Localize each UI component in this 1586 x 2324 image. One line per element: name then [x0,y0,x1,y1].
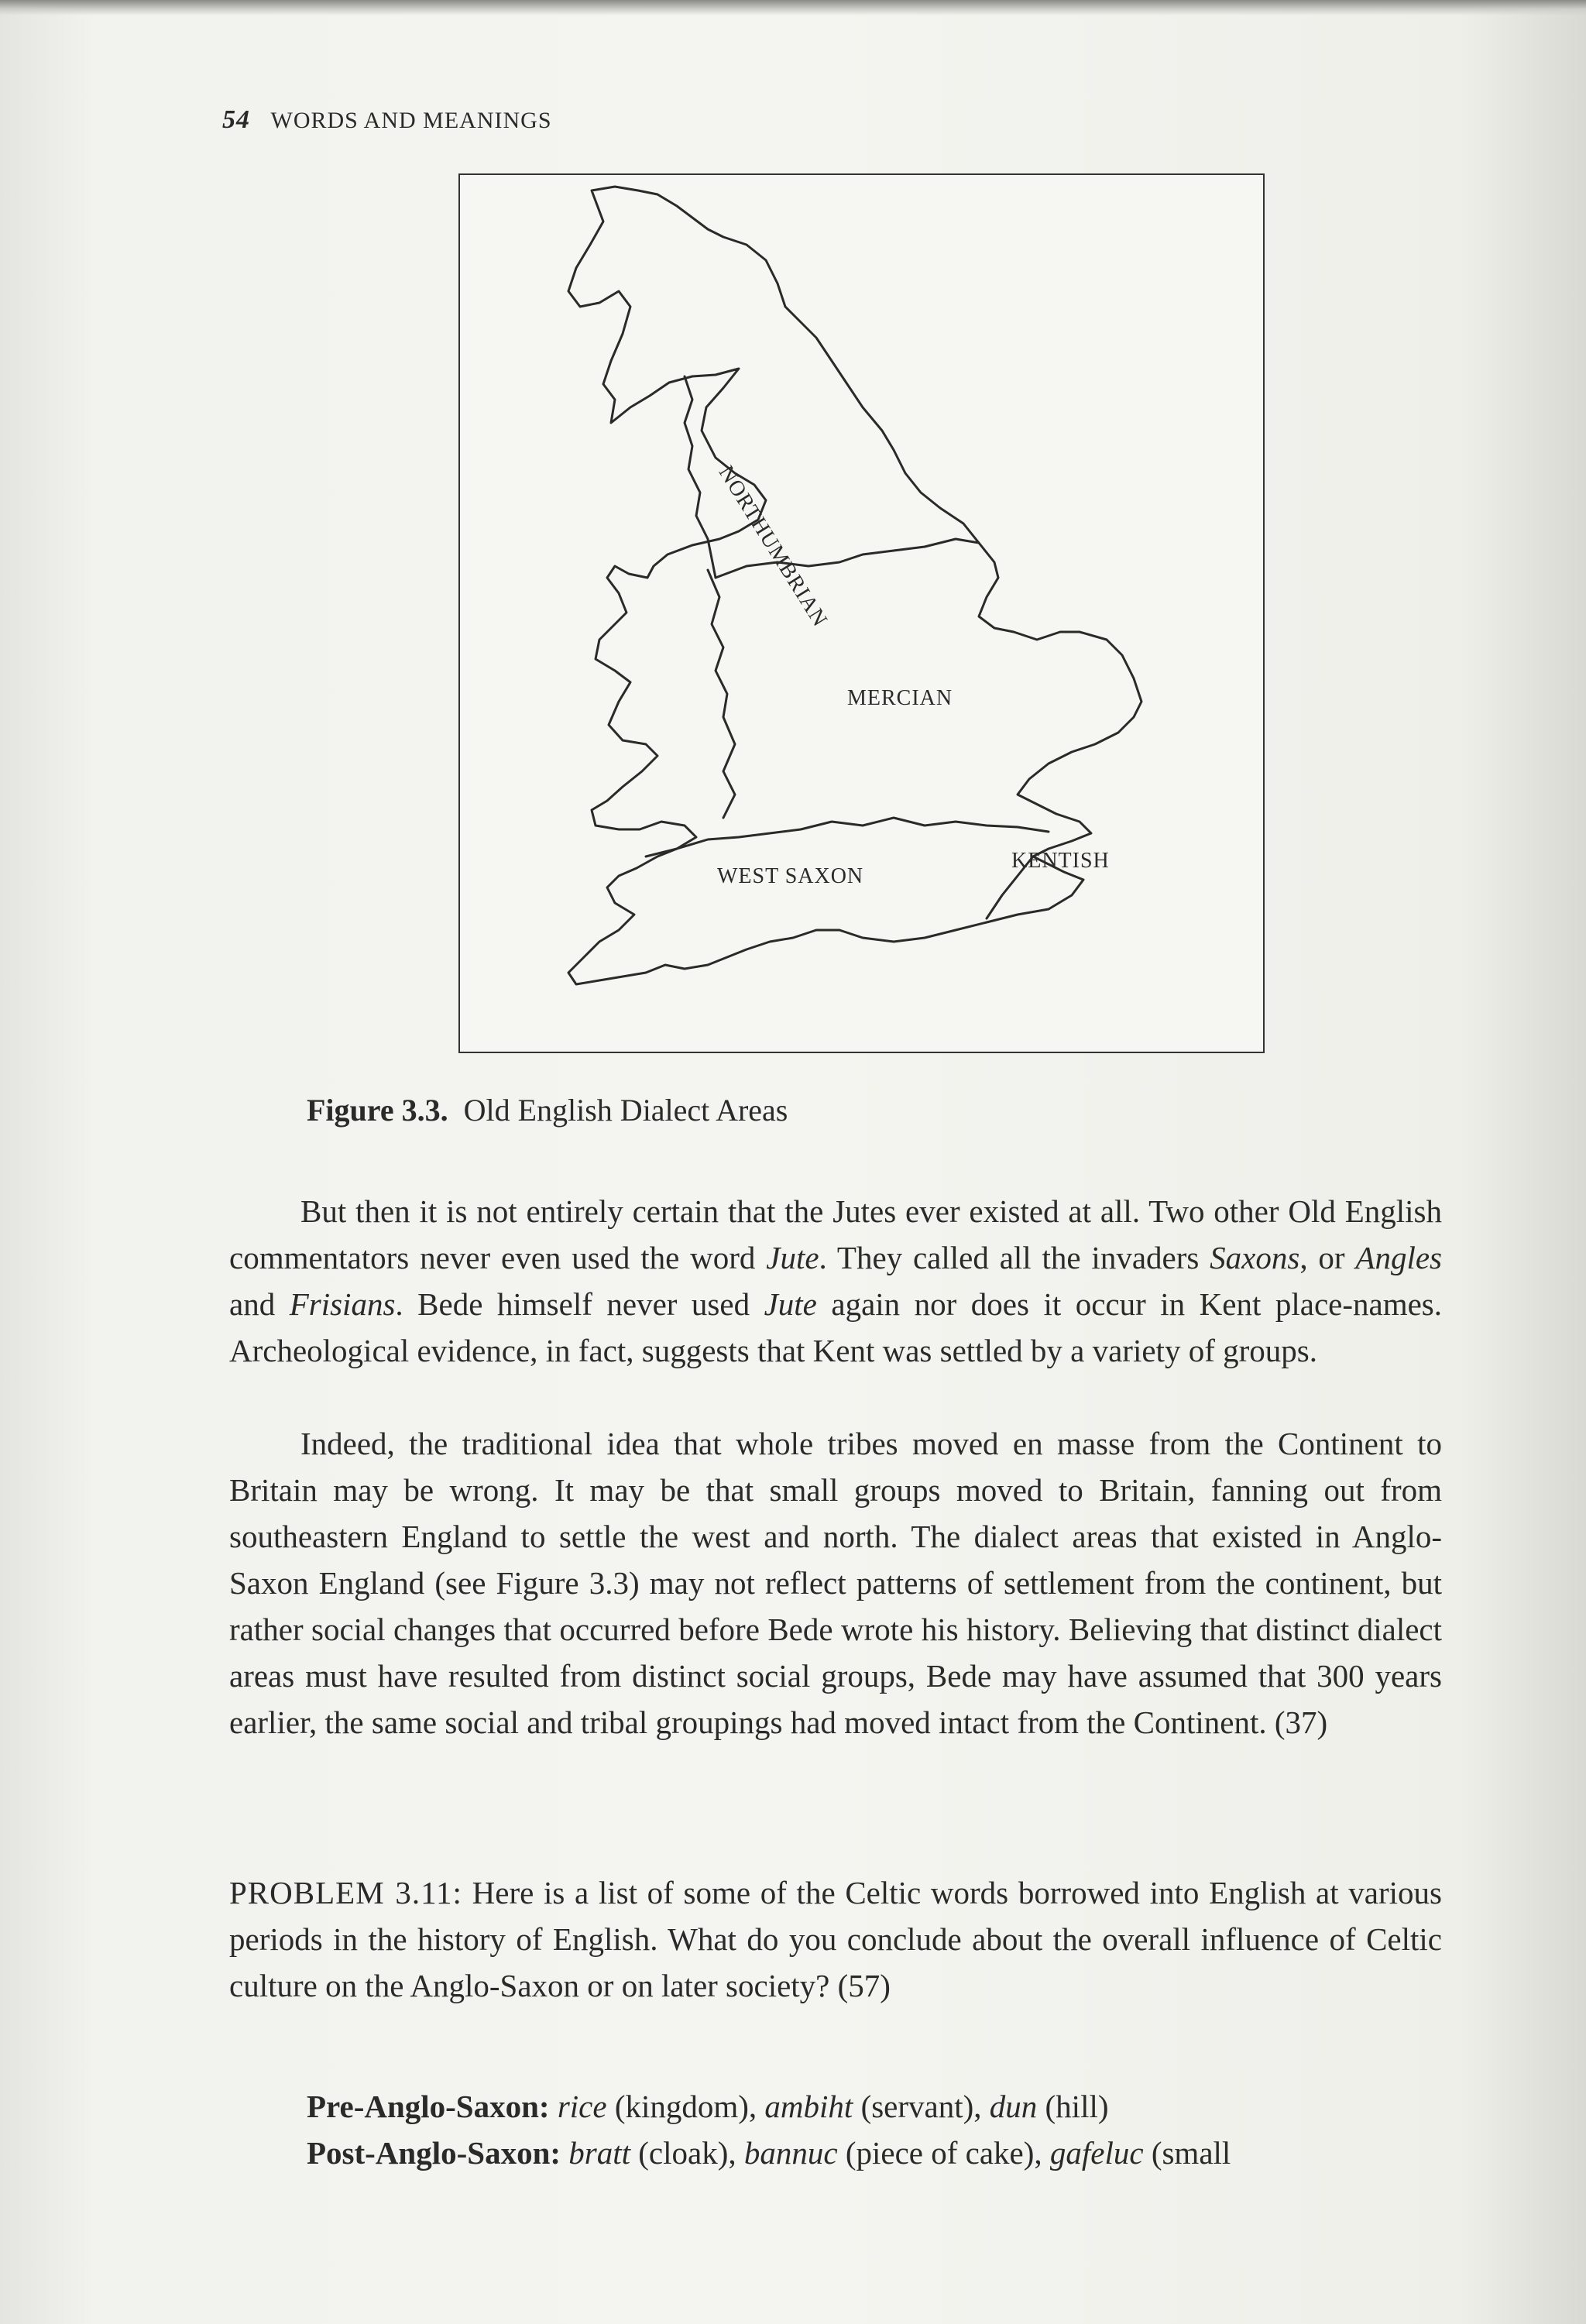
page-number: 54 [222,105,250,134]
text-run: , or [1299,1240,1356,1275]
italic-term: Jute [766,1240,819,1275]
gloss: (kingdom), [606,2089,765,2124]
gloss: (servant), [853,2089,990,2124]
running-head [222,105,552,135]
figure-number: Figure 3.3. [307,1093,448,1128]
list-label: Pre-Anglo-Saxon: [307,2089,550,2124]
england-map-outline [460,175,1263,1052]
problem-label: PROBLEM 3.11: [229,1875,462,1910]
paragraph-problem [229,1869,1442,2009]
problem-text: Here is a list of some of the Celtic words borrowed into English at various periods in the history of English. What do you conclude about the overall influence of Celtic culture on the Anglo-Saxon or on later society? (57) [229,1875,1442,2003]
gloss: (hill) [1037,2089,1109,2124]
dialect-map-figure [458,173,1265,1053]
gloss: (cloak), [630,2135,744,2171]
celtic-word: gafeluc [1049,2135,1144,2171]
map-label-mercian: MERCIAN [847,686,953,710]
list-item-pre-anglo-saxon [307,2083,1453,2130]
celtic-word: dun [989,2089,1038,2124]
figure-caption [307,1092,788,1128]
celtic-word: bratt [568,2135,631,2171]
text-run: and [229,1286,290,1322]
text-run: . Bede himself never used [395,1286,764,1322]
italic-term: Frisians [289,1286,396,1322]
celtic-word: bannuc [743,2135,838,2171]
mercia-wessex-boundary-path [646,818,1049,856]
italic-term: Angles [1355,1240,1443,1275]
gloss: (piece of cake), [837,2135,1050,2171]
celtic-word: ambiht [764,2089,853,2124]
scan-edge-shadow [0,0,1586,15]
celtic-word: rice [557,2089,607,2124]
italic-term: Jute [764,1286,817,1322]
paragraph-jutes [229,1188,1442,1374]
running-title: WORDS AND MEANINGS [270,108,552,133]
north-mercia-boundary-path [716,539,979,578]
map-label-west-saxon: WEST SAXON [717,864,864,888]
paragraph-dialect-areas: Indeed, the traditional idea that whole tribes moved en masse from the Continent to Britain may be wrong. It may be that small groups moved to Britain, fanning out from southeastern England to settle the west and north. The dialect areas that existed in Anglo-Saxon England (see Figure 3.3) may not reflect patterns of settlement from the continent, but rather social changes that occurred before Bede wrote his history. Believing that distinct dialect areas must have resulted from distinct social groups, Bede may have assumed that 300 years earlier, the same social and tribal groupings had moved intact from the Continent. (37) [229,1426,1442,1740]
gloss: (small [1143,2135,1231,2171]
italic-term: Saxons [1210,1240,1300,1275]
celtic-word-list [307,2083,1453,2176]
list-item-post-anglo-saxon [307,2130,1453,2176]
figure-caption-text: Old English Dialect Areas [463,1093,788,1128]
text-run: But then it is not entirely certain that the Jutes ever existed at all. Two other Old English commentators never even used the word [229,1193,1442,1275]
text-run: again nor does it occur in Kent place-names. Archeological evidence, in fact, suggests that Kent was settled by a variety of groups. [229,1286,1442,1368]
wales-border-path [708,570,735,818]
list-label: Post-Anglo-Saxon: [307,2135,561,2171]
map-label-kentish: KENTISH [1011,849,1110,873]
map-label-northumbrian: NORTHUMBRIAN [713,462,832,632]
text-run: . They called all the invaders [819,1240,1210,1275]
